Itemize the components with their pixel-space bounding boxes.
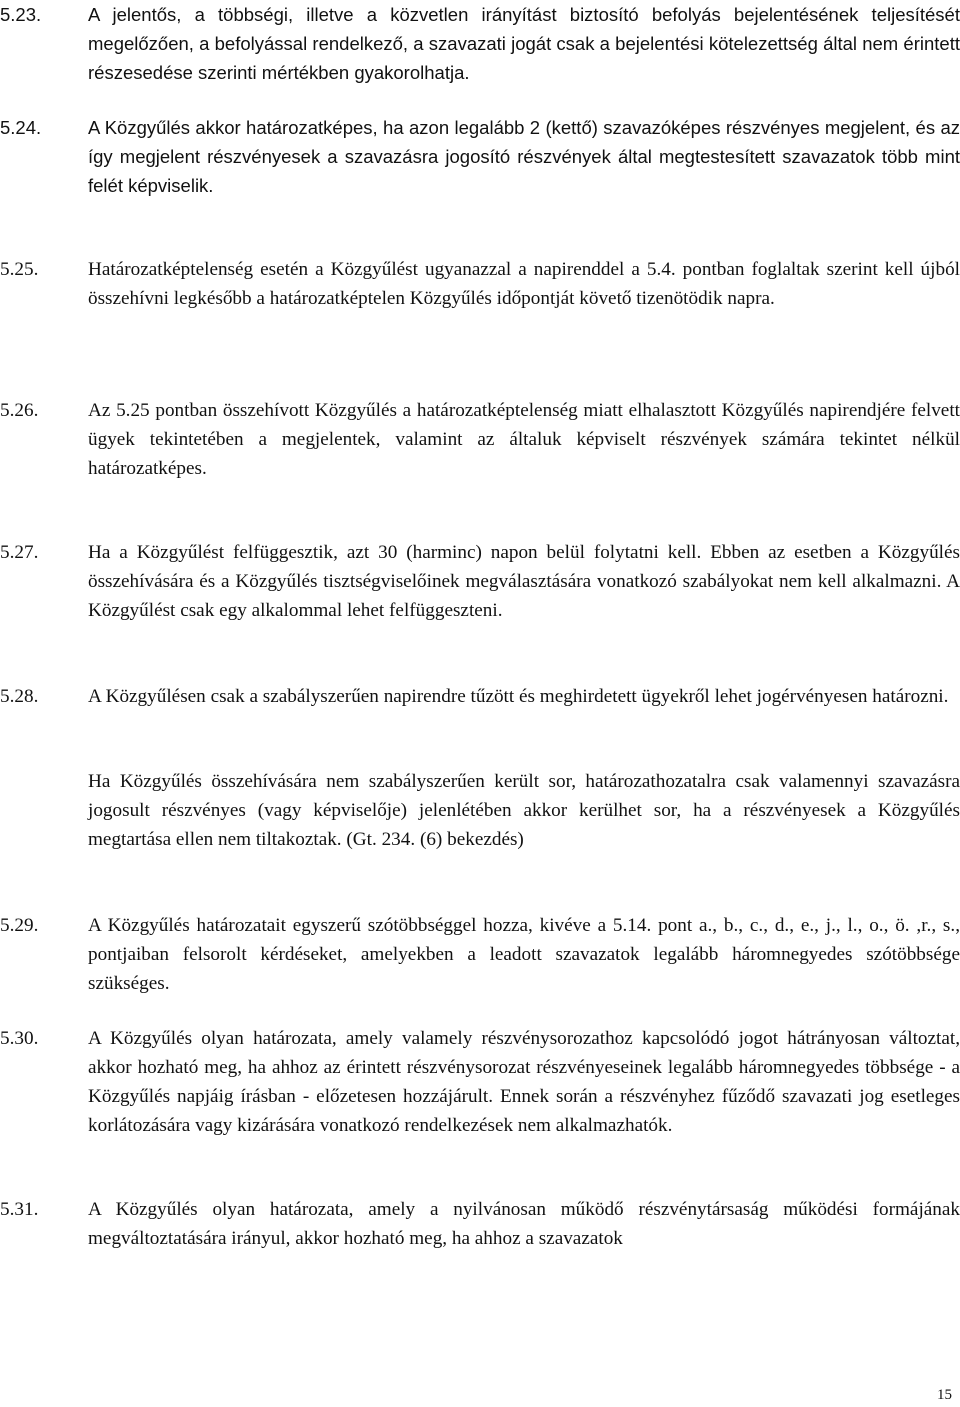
paragraph-number: 5.28. (0, 686, 39, 707)
paragraph-text: A Közgyűlés akkor határozatképes, ha azon legalább 2 (kettő) szavazóképes részvényes megjelent, és az így megjelent részvényesek a szavazásra jogosító részvények által megtestesített szavazatok több mint felét képviselik. (88, 117, 960, 196)
paragraph-5-24 (0, 113, 960, 200)
paragraph-5-25 (0, 255, 960, 313)
paragraph-text: Ha Közgyűlés összehívására nem szabályszerűen került sor, határozathozatalra csak valamennyi szavazásra jogosult részvényes (vagy képviselője) jelenlétében akkor kerülhet sor, ha a részvényesek a Közgyűlés megtartása ellen nem tiltakoztak. (Gt. 234. (6) bekezdés) (88, 771, 960, 850)
paragraph-number: 5.26. (0, 400, 39, 421)
paragraph-5-27 (0, 538, 960, 625)
paragraph-number: 5.25. (0, 259, 39, 280)
paragraph-text: Ha a Közgyűlést felfüggesztik, azt 30 (harminc) napon belül folytatni kell. Ebben az esetben a Közgyűlés összehívására és a Közgyűlés tisztségviselőinek megválasztására vonatkozó szabályokat nem kell alkalmazni. A Közgyűlést csak egy alkalommal lehet felfüggeszteni. (88, 542, 960, 621)
paragraph-5-29 (0, 911, 960, 998)
paragraph-5-30 (0, 1024, 960, 1140)
paragraph-text: A Közgyűlésen csak a szabályszerűen napirendre tűzött és meghirdetett ügyekről lehet jogérvényesen határozni. (88, 686, 949, 707)
paragraph-number: 5.23. (0, 4, 42, 25)
paragraph-text: A Közgyűlés olyan határozata, amely a nyilvánosan működő részvénytársaság működési formájának megváltoztatására irányul, akkor hozható meg, ha ahhoz a szavazatok (88, 1199, 960, 1249)
paragraph-number: 5.29. (0, 915, 39, 936)
paragraph-number: 5.27. (0, 542, 39, 563)
paragraph-text: A jelentős, a többségi, illetve a közvetlen irányítást biztosító befolyás bejelentésének teljesítését megelőzően, a befolyással rendelkező, a szavazati jogát csak a bejelentési kötelezettség által nem érintett részesedése szerinti mértékben gyakorolhatja. (88, 4, 960, 83)
paragraph-text: A Közgyűlés olyan határozata, amely valamely részvénysorozathoz kapcsolódó jogot hátrányosan változtat, akkor hozható meg, ha ahhoz az érintett részvénysorozat részvényeseinek legalább háromnegyedes többsége - a Közgyűlés napjáig írásban - előzetesen hozzájárult. Ennek során a részvényhez fűződő szavazati jog esetleges korlátozására vagy kizárására vonatkozó rendelkezések nem alkalmazhatók. (88, 1028, 960, 1136)
paragraph-text: A Közgyűlés határozatait egyszerű szótöbbséggel hozza, kivéve a 5.14. pont a., b., c., d., e., j., l., o., ö. ,r., s., pontjaiban felsorolt kérdéseket, amelyekben a leadott szavazatok legalább háromnegyedes szótöbbsége szükséges. (88, 915, 960, 994)
page-number: 15 (937, 1387, 952, 1403)
paragraph-number: 5.31. (0, 1199, 39, 1220)
paragraph-text: Az 5.25 pontban összehívott Közgyűlés a határozatképtelenség miatt elhalasztott Közgyűlés napirendjére felvett ügyek tekintetében a megjelentek, valamint az általuk képviselt részvények számára tekintet nélkül határozatképes. (88, 400, 960, 479)
paragraph-5-26 (0, 396, 960, 483)
paragraph-5-28-continuation (0, 767, 960, 854)
paragraph-text: Határozatképtelenség esetén a Közgyűlést ugyanazzal a napirenddel a 5.4. pontban foglaltak szerint kell újból összehívni legkésőbb a határozatképtelen Közgyűlés időpontját követő tizenötödik napra. (88, 259, 960, 309)
paragraph-number: 5.24. (0, 117, 42, 138)
paragraph-5-28 (0, 682, 960, 711)
paragraph-number: 5.30. (0, 1028, 39, 1049)
paragraph-5-31 (0, 1195, 960, 1253)
paragraph-5-23 (0, 0, 960, 87)
